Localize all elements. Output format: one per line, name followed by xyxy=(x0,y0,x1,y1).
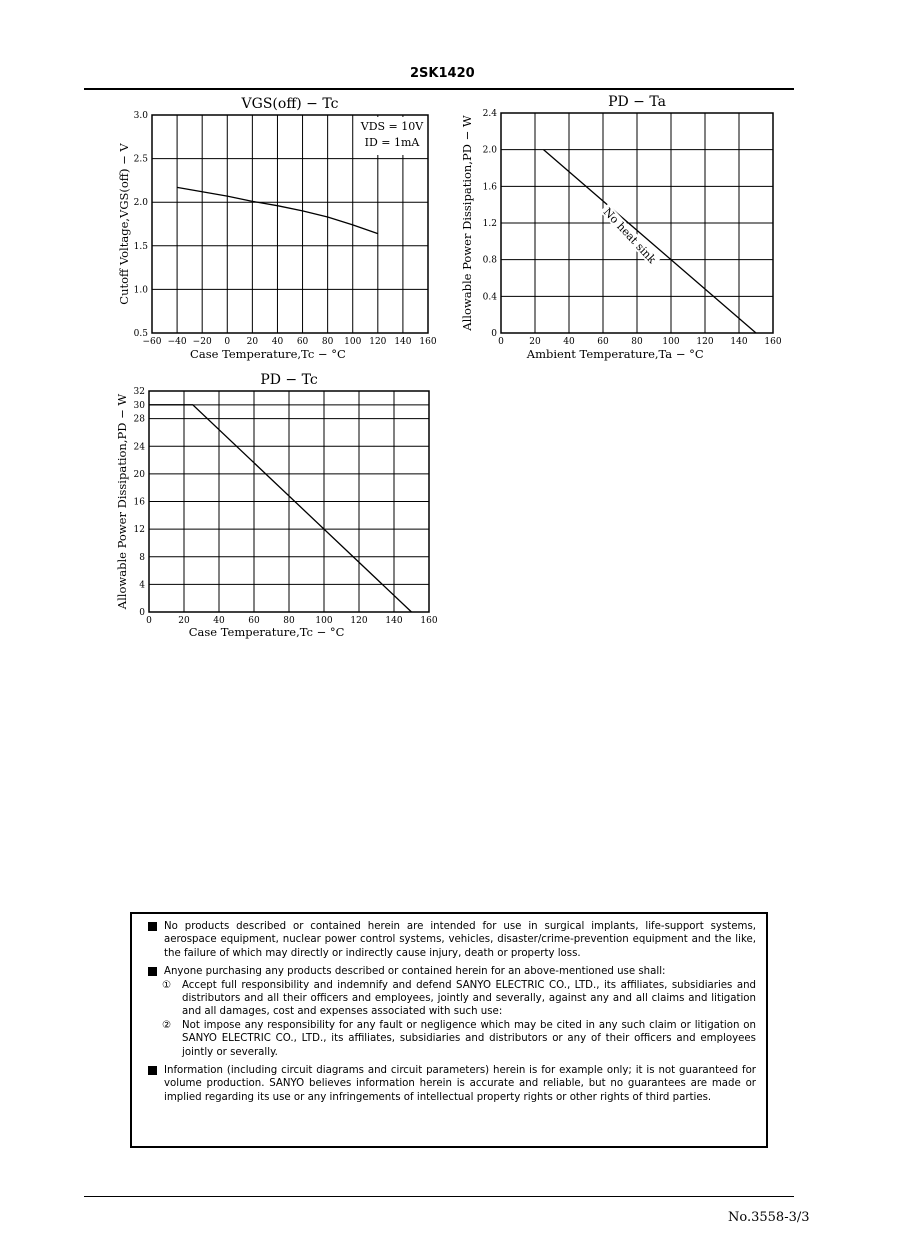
y-tick-label: 0.8 xyxy=(482,255,497,266)
x-axis-label: Case Temperature,Tc − °C xyxy=(190,347,346,361)
y-tick-label: 1.0 xyxy=(133,285,148,296)
x-tick-label: 40 xyxy=(213,616,225,626)
x-tick-label: 140 xyxy=(730,337,748,347)
x-tick-label: 120 xyxy=(369,337,387,347)
y-tick-label: 2.5 xyxy=(133,154,148,165)
y-tick-label: 1.2 xyxy=(482,219,497,229)
x-tick-label: 100 xyxy=(315,616,333,626)
y-tick-label: 16 xyxy=(133,497,145,508)
y-tick-label: 4 xyxy=(139,580,145,591)
x-tick-label: 160 xyxy=(419,337,437,347)
x-tick-label: −20 xyxy=(192,337,212,347)
document-number: No.3558-3/3 xyxy=(728,1210,810,1225)
y-tick-label: 0 xyxy=(491,329,497,339)
y-tick-label: 32 xyxy=(133,387,145,397)
x-tick-label: 60 xyxy=(597,337,609,347)
x-tick-label: 20 xyxy=(246,337,259,347)
annotation-group xyxy=(599,204,660,268)
x-tick-label: 60 xyxy=(248,616,260,626)
x-tick-label: −60 xyxy=(142,337,162,347)
x-axis-label: Ambient Temperature,Ta − °C xyxy=(526,347,704,361)
condition-annotation: VDS = 10V xyxy=(360,120,424,133)
chart-title: PD − Tc xyxy=(260,372,318,388)
x-tick-label: 20 xyxy=(178,616,190,626)
x-tick-label: 120 xyxy=(696,337,714,347)
x-tick-label: 100 xyxy=(344,337,362,347)
y-tick-label: 24 xyxy=(133,442,145,453)
condition-annotation: ID = 1mA xyxy=(364,136,420,149)
circled-number-1: ① xyxy=(162,979,172,991)
y-tick-label: 0.4 xyxy=(482,292,497,303)
part-number: 2SK1420 xyxy=(410,66,475,81)
notice-subitem xyxy=(146,979,756,1019)
y-axis-label: Cutoff Voltage,VGS(off) − V xyxy=(117,143,131,305)
notice-subtext-1: Accept full responsibility and indemnify and defend SANYO ELECTRIC CO., LTD., its affiliates, subsidiaries and distributors and all their officers and employees, jointly and severally, against any and all claims and litigation and all damages, cost and expenses associated with such use: xyxy=(182,979,756,1018)
notice-text-1: No products described or contained herein are intended for use in surgical implants, life-support systems, aerospace equipment, nuclear power control systems, vehicles, disaster/crime-prevention equipment and the like, the failure of which may directly or indirectly cause injury, death or property loss. xyxy=(164,921,756,959)
y-tick-label: 1.5 xyxy=(133,241,148,252)
y-tick-label: 0 xyxy=(139,608,145,618)
notice-paragraph xyxy=(146,920,756,960)
chart-title: PD − Ta xyxy=(608,94,666,110)
pd-ta-chart xyxy=(455,92,795,372)
x-axis-label: Case Temperature,Tc − °C xyxy=(188,625,345,639)
footer-rule xyxy=(84,1196,794,1197)
y-tick-label: 2.4 xyxy=(482,109,497,119)
x-tick-label: 20 xyxy=(529,337,541,347)
circled-number-2: ② xyxy=(162,1019,172,1031)
x-tick-label: −40 xyxy=(167,337,187,347)
chart-title: VGS(off) − Tc xyxy=(241,96,339,112)
x-tick-label: 40 xyxy=(271,337,284,347)
y-tick-label: 0.5 xyxy=(133,329,148,339)
disclaimer-box xyxy=(130,912,768,1148)
x-tick-label: 160 xyxy=(420,616,438,626)
y-axis-label: Allowable Power Dissipation,PD − W xyxy=(460,115,474,331)
x-tick-label: 140 xyxy=(385,616,403,626)
y-tick-label: 28 xyxy=(133,414,145,425)
x-tick-label: 80 xyxy=(631,337,643,347)
notice-subtext-2: Not impose any responsibility for any fault or negligence which may be cited in any such claim or litigation on SANYO ELECTRIC CO., LTD., its affiliates, subsidiaries and distributors or any of their officers and employees jointly or severally. xyxy=(182,1019,756,1058)
y-tick-label: 30 xyxy=(133,400,145,411)
x-tick-label: 0 xyxy=(224,337,231,347)
x-tick-label: 120 xyxy=(350,616,368,626)
x-tick-label: 80 xyxy=(283,616,295,626)
x-tick-label: 40 xyxy=(563,337,575,347)
y-tick-label: 2.0 xyxy=(133,198,148,209)
bullet-square-icon xyxy=(148,1066,157,1075)
y-axis-label: Allowable Power Dissipation,PD − W xyxy=(115,393,129,610)
y-tick-label: 20 xyxy=(133,469,145,480)
series-line xyxy=(544,150,757,333)
notice-subitem xyxy=(146,1019,756,1059)
bullet-square-icon xyxy=(148,967,157,976)
bullet-square-icon xyxy=(148,922,157,931)
x-tick-label: 140 xyxy=(394,337,412,347)
y-tick-label: 1.6 xyxy=(482,182,497,193)
x-tick-label: 160 xyxy=(764,337,782,347)
header-rule xyxy=(84,88,794,90)
notice-text-2: Anyone purchasing any products described or contained herein for an above-mentioned use shall: xyxy=(164,966,666,978)
y-tick-label: 8 xyxy=(139,552,145,563)
x-tick-label: 80 xyxy=(321,337,334,347)
x-tick-label: 0 xyxy=(146,616,152,626)
x-tick-label: 0 xyxy=(498,337,504,347)
x-tick-label: 60 xyxy=(296,337,309,347)
vgsoff-tc-chart xyxy=(100,92,440,372)
series-line xyxy=(149,405,412,612)
no-heat-sink-label: No heat sink xyxy=(600,205,659,267)
y-tick-label: 2.0 xyxy=(482,145,497,156)
y-tick-label: 3.0 xyxy=(133,111,148,121)
x-tick-label: 100 xyxy=(662,337,680,347)
notice-paragraph xyxy=(146,965,756,978)
pd-tc-chart xyxy=(100,370,440,645)
notice-text-3: Information (including circuit diagrams and circuit parameters) herein is for example only; it is not guaranteed for volume production. SANYO believes information herein is accurate and reliable, but no guarantees are made or implied regarding its use or any infringements of intellectual property rights or other rights of third parties. xyxy=(164,1065,756,1103)
y-tick-label: 12 xyxy=(133,525,145,536)
notice-paragraph xyxy=(146,1064,756,1104)
